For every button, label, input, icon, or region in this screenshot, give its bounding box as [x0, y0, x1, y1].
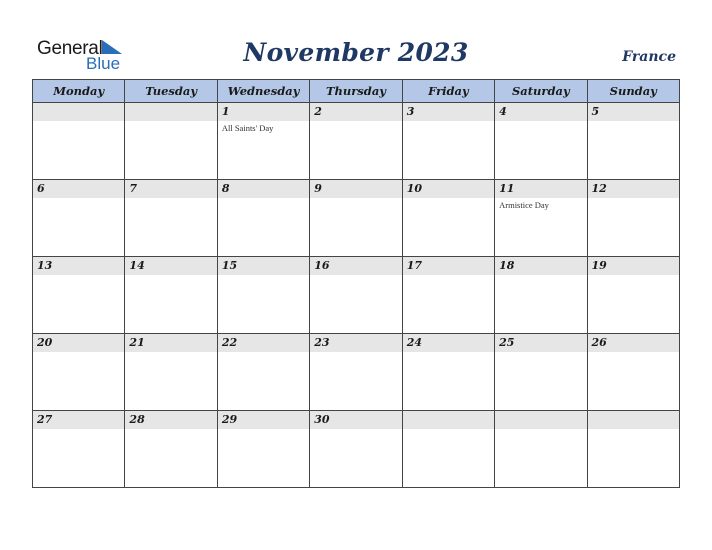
- day-number: 10: [406, 182, 422, 195]
- day-cell: [33, 334, 125, 411]
- day-number-bar: [125, 334, 216, 352]
- day-cell: [125, 411, 217, 488]
- weekday-header: Wednesday: [217, 80, 309, 103]
- day-number: 9: [314, 182, 322, 195]
- day-number-bar: [495, 257, 586, 275]
- day-number-bar: [218, 103, 309, 121]
- day-cell: [310, 257, 402, 334]
- day-cell: [310, 180, 402, 257]
- day-number-bar: [403, 180, 494, 198]
- day-number-bar: [218, 257, 309, 275]
- day-number: 22: [221, 336, 238, 349]
- day-cell: [587, 411, 679, 488]
- day-number: 2: [314, 105, 322, 118]
- day-number: 4: [499, 105, 507, 118]
- day-cell: [402, 180, 494, 257]
- day-cell: [125, 103, 217, 180]
- day-cell: [310, 334, 402, 411]
- day-number: 3: [406, 105, 415, 118]
- day-number: 27: [37, 413, 53, 426]
- weekday-header: Tuesday: [125, 80, 217, 103]
- day-number: 20: [37, 336, 53, 349]
- day-number-bar: [403, 334, 494, 352]
- day-cell: [217, 257, 309, 334]
- day-cell: [33, 103, 125, 180]
- day-number-bar: [33, 103, 124, 121]
- day-number-bar: [125, 180, 216, 198]
- day-cell: [217, 334, 309, 411]
- day-number: 23: [314, 336, 330, 349]
- day-cell: [495, 257, 587, 334]
- country-label: France: [622, 49, 676, 65]
- day-cell: [495, 180, 587, 257]
- calendar-grid: [32, 79, 680, 488]
- day-cell: [33, 411, 125, 488]
- day-number: 12: [591, 182, 607, 195]
- day-cell: [125, 334, 217, 411]
- day-number-bar: [125, 103, 216, 121]
- calendar-title: November 2023: [243, 38, 469, 67]
- day-number-bar: [495, 180, 586, 198]
- week-row: [33, 411, 680, 488]
- day-number-bar: [218, 180, 309, 198]
- day-number: 16: [314, 259, 330, 272]
- day-cell: [587, 334, 679, 411]
- day-number-bar: [588, 334, 679, 352]
- day-cell: [402, 103, 494, 180]
- week-row: [33, 257, 680, 334]
- logo-blue-text: Blue: [86, 54, 121, 73]
- day-cell: [217, 411, 309, 488]
- day-cell: [587, 257, 679, 334]
- day-number-bar: [403, 257, 494, 275]
- day-number-bar: [33, 334, 124, 352]
- day-number-bar: [495, 103, 586, 121]
- day-number: 1: [221, 105, 230, 118]
- day-cell: [587, 103, 679, 180]
- day-number-bar: [218, 411, 309, 429]
- weekday-header-row: [33, 80, 680, 103]
- day-cell: [33, 257, 125, 334]
- day-cell: [125, 180, 217, 257]
- day-number-bar: [588, 257, 679, 275]
- holiday-label: All Saints' Day: [221, 123, 274, 133]
- day-number-bar: [33, 257, 124, 275]
- day-number: 21: [129, 336, 145, 349]
- day-cell: [217, 103, 309, 180]
- day-number: 11: [499, 182, 515, 195]
- day-number-bar: [218, 334, 309, 352]
- weekday-header: Friday: [402, 80, 494, 103]
- day-number-bar: [495, 334, 586, 352]
- day-number: 8: [221, 182, 230, 195]
- day-number: 15: [221, 259, 238, 272]
- week-row: [33, 334, 680, 411]
- day-number-bar: [33, 180, 124, 198]
- day-number: 30: [314, 413, 330, 426]
- day-number: 14: [129, 259, 145, 272]
- day-number: 6: [37, 182, 45, 195]
- day-cell: [402, 334, 494, 411]
- day-number: 24: [406, 336, 422, 349]
- day-number-bar: [588, 411, 679, 429]
- day-cell: [310, 103, 402, 180]
- day-number-bar: [125, 411, 216, 429]
- day-number-bar: [310, 103, 401, 121]
- holiday-label: Armistice Day: [499, 200, 549, 210]
- day-number-bar: [33, 411, 124, 429]
- day-number: 17: [406, 259, 422, 272]
- day-number-bar: [310, 334, 401, 352]
- day-number-bar: [125, 257, 216, 275]
- logo-general-text: General: [37, 38, 103, 59]
- day-number-bar: [588, 180, 679, 198]
- weekday-header: Saturday: [495, 80, 587, 103]
- week-row: [33, 103, 680, 180]
- day-number-bar: [310, 180, 401, 198]
- day-number: 7: [129, 182, 138, 195]
- day-number: 26: [591, 336, 607, 349]
- weekday-header: Thursday: [310, 80, 402, 103]
- day-number-bar: [403, 411, 494, 429]
- day-cell: [33, 180, 125, 257]
- day-cell: [587, 180, 679, 257]
- weekday-header: Monday: [33, 80, 125, 103]
- day-number: 25: [499, 336, 515, 349]
- day-number: 29: [221, 413, 238, 426]
- day-cell: [125, 257, 217, 334]
- day-number-bar: [310, 411, 401, 429]
- day-number: 28: [129, 413, 145, 426]
- weekday-header: Sunday: [587, 80, 679, 103]
- day-cell: [495, 411, 587, 488]
- week-row: [33, 180, 680, 257]
- day-number: 18: [499, 259, 515, 272]
- day-number-bar: [495, 411, 586, 429]
- day-number-bar: [310, 257, 401, 275]
- day-cell: [495, 334, 587, 411]
- day-number-bar: [403, 103, 494, 121]
- day-cell: [495, 103, 587, 180]
- day-cell: [217, 180, 309, 257]
- day-cell: [402, 257, 494, 334]
- day-number: 19: [591, 259, 607, 272]
- day-cell: [310, 411, 402, 488]
- day-number: 5: [591, 105, 600, 118]
- day-number: 13: [37, 259, 53, 272]
- day-number-bar: [588, 103, 679, 121]
- day-cell: [402, 411, 494, 488]
